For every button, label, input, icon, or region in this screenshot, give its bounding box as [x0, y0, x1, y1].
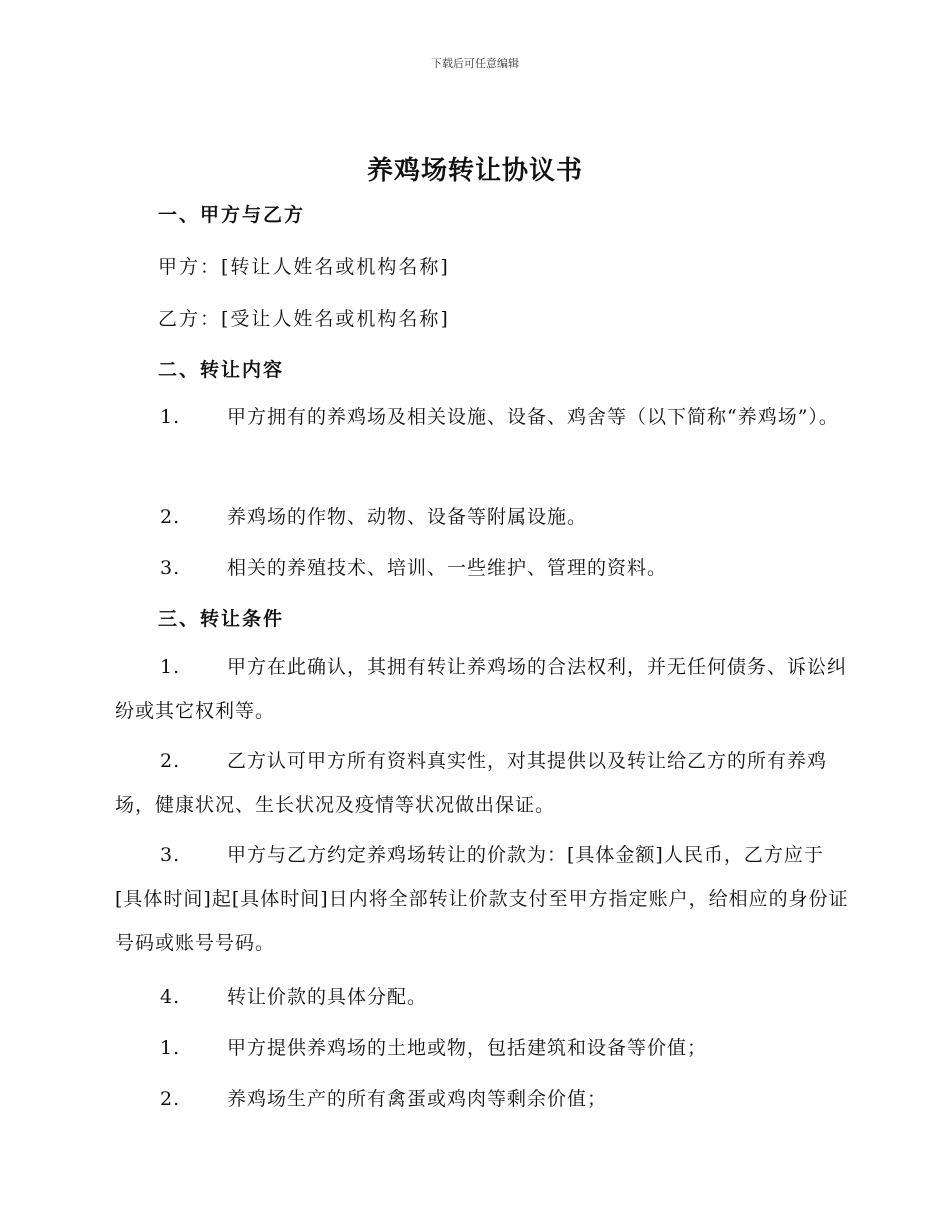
party-a-line: 甲方：[转让人姓名或机构名称]: [158, 256, 450, 278]
condition-item: [115, 739, 850, 827]
content-item: [115, 553, 850, 580]
section-heading-conditions: 三、转让条件: [158, 608, 285, 630]
item-text: 养鸡场的作物、动物、设备等附属设施。: [227, 506, 588, 528]
condition-item: [115, 833, 850, 965]
section-heading-content: 二、转让内容: [158, 359, 285, 381]
condition-item: [115, 645, 850, 733]
item-text: 养鸡场生产的所有禽蛋或鸡肉等剩余价值；: [227, 1088, 608, 1110]
item-text: 转让价款的具体分配。: [227, 986, 428, 1008]
item-number: 1.: [160, 1037, 181, 1059]
item-number: 2.: [160, 750, 181, 772]
document-title: 养鸡场转让协议书: [366, 156, 583, 186]
item-number: 1.: [160, 656, 181, 678]
allocation-item: [115, 1033, 850, 1060]
content-item: [115, 502, 850, 529]
item-number: 4.: [160, 986, 181, 1008]
item-text: 甲方提供养鸡场的土地或物，包括建筑和设备等价值；: [227, 1037, 708, 1059]
allocation-item: [115, 1084, 850, 1111]
item-number: 3.: [160, 844, 181, 866]
item-text: 甲方拥有的养鸡场及相关设施、设备、鸡舍等（以下简称“养鸡场”）。: [227, 406, 839, 428]
page-header-note: 下载后可任意编辑: [431, 57, 519, 70]
item-number: 3.: [160, 557, 181, 579]
party-b-line: 乙方：[受让人姓名或机构名称]: [158, 308, 450, 330]
item-number: 2.: [160, 506, 181, 528]
content-item: [115, 395, 850, 439]
condition-item: [115, 982, 850, 1009]
item-text: 相关的养殖技术、培训、一些维护、管理的资料。: [227, 557, 668, 579]
item-text: 乙方认可甲方所有资料真实性，对其提供以及转让给乙方的所有养鸡场，健康状况、生长状况及疫情等状况做出保证。: [115, 750, 828, 816]
item-text: 甲方在此确认，其拥有转让养鸡场的合法权利，并无任何债务、诉讼纠纷或其它权利等。: [115, 656, 848, 722]
item-number: 1.: [160, 406, 181, 428]
item-text: 甲方与乙方约定养鸡场转让的价款为：[具体金额]人民币，乙方应于[具体时间]起[具体时间]日内将全部转让价款支付至甲方指定账户，给相应的身份证号码或账号号码。: [115, 844, 849, 954]
section-heading-parties: 一、甲方与乙方: [158, 204, 306, 226]
item-number: 2.: [160, 1088, 181, 1110]
